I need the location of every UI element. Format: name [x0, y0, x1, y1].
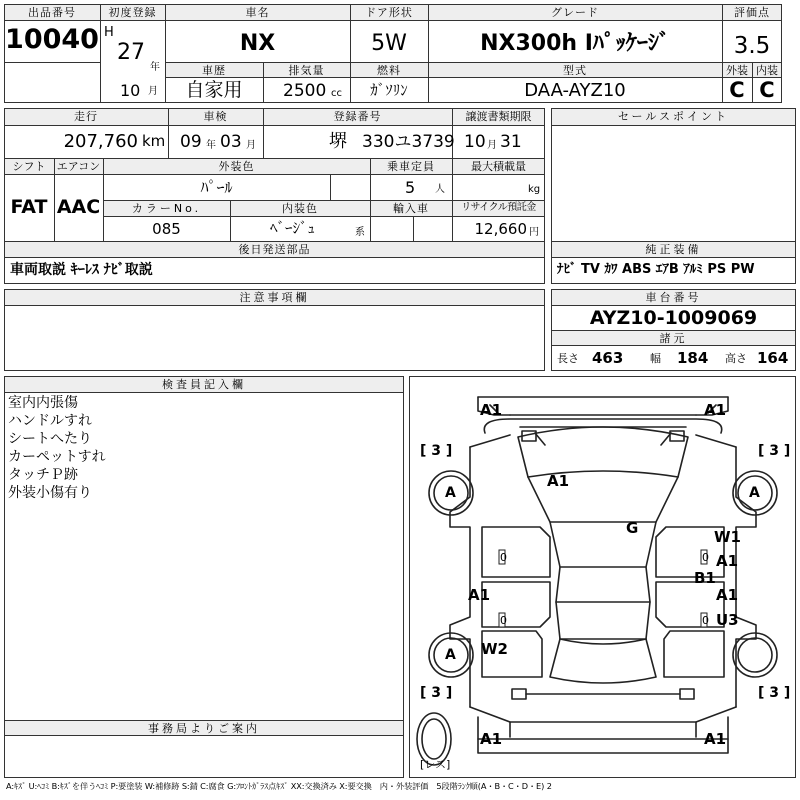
kg-unit: kg [528, 184, 541, 195]
spare-tire-note: [レス] [420, 758, 451, 771]
chassis-no-value: AYZ10-1009069 [589, 307, 758, 329]
interior-color-value: ﾍﾞｰｼﾞｭ [269, 219, 315, 237]
km-unit: km [142, 132, 166, 150]
color-no-value: 085 [152, 220, 181, 238]
month-unit: 月 [148, 86, 158, 97]
plate-label: 登録番号 [333, 110, 382, 123]
damage-left-w2: W2 [481, 640, 508, 658]
transfer-month-unit: 月 [487, 140, 497, 151]
height-value: 164 [757, 349, 789, 367]
yen-unit: 円 [529, 227, 539, 238]
insp-year-unit: 年 [206, 140, 216, 151]
shift-value: FAT [10, 196, 48, 218]
equipment-value: ﾅﾋﾞ TV ｶﾜ ABS ｴｱB ｱﾙﾐ PS PW [557, 262, 755, 277]
damage-code-legend: A:ｷｽﾞ U:ﾍｺﾐ B:ｷｽﾞを伴うﾍｺﾐ P:要塗装 W:補修跡 S:錆 C:腐食 G:ﾌﾛﾝﾄｶﾞﾗｽ点ｷｽﾞ XX:交換済み X:要交換 内・外装評価 5段階ﾗﾝｸ順(A・B・C・D・E) 2 [6, 781, 552, 791]
note-line: カーペットすれ [8, 449, 106, 465]
later-parts-label: 後日発送部品 [238, 243, 311, 256]
car-diagram-svg [410, 377, 797, 779]
door-value: 5W [371, 31, 407, 56]
exterior-label: 外装 [726, 64, 748, 77]
damage-windshield: G [626, 519, 639, 537]
specs-label: 諸元 [659, 332, 688, 345]
interior-label: 内装 [756, 64, 778, 77]
grade-value: NX300h Iﾊﾟｯｹｰｼﾞ [480, 31, 670, 56]
car-name-value: NX [239, 31, 276, 56]
damage-rear-left: A1 [480, 730, 503, 748]
tire-damage-fr: A [749, 485, 760, 501]
displacement-label: 排気量 [288, 64, 325, 77]
fuel-value: ｶﾞｿﾘﾝ [370, 81, 408, 99]
equipment-label: 純正装備 [645, 243, 702, 256]
kei-unit: 系 [355, 227, 365, 238]
note-line: タッチＰ跡 [8, 467, 78, 483]
mark-right-front: 0 [702, 551, 709, 564]
damage-rear-right: A1 [704, 730, 727, 748]
note-line: 室内内張傷 [8, 395, 78, 411]
person-unit: 人 [435, 184, 445, 195]
tire-tread-rr: [ 3 ] [758, 685, 791, 701]
height-label: 高さ [725, 352, 747, 365]
note-line: 外装小傷有り [8, 485, 92, 501]
damage-front-left: A1 [480, 401, 503, 419]
damage-right-u3: U3 [716, 611, 739, 629]
inspector-notes [8, 394, 106, 502]
first-reg-year: 27 [117, 40, 145, 65]
plate-number: 330ユ3739 [362, 132, 455, 152]
damage-right-a1-rear: A1 [716, 586, 739, 604]
fuel-label: 燃料 [377, 64, 401, 77]
mileage-value: 207,760 [63, 131, 138, 152]
damage-right-b1: B1 [694, 569, 716, 587]
recycle-value: 12,660 [474, 220, 527, 238]
interior-color-label: 内装色 [282, 202, 318, 215]
office-label: 事務局よりご案内 [148, 722, 260, 735]
max-load-label: 最大積載量 [471, 160, 526, 173]
exterior-grade: C [729, 78, 745, 102]
cc-unit: cc [331, 88, 342, 99]
door-label: ドア形状 [365, 6, 413, 19]
score-label: 評価点 [734, 6, 770, 19]
lot-number: 10040 [5, 24, 99, 55]
damage-front-right: A1 [704, 401, 727, 419]
import-label: 輸入車 [393, 202, 429, 215]
chassis-no-label: 車台番号 [645, 291, 702, 304]
tire-tread-fl: [ 3 ] [420, 443, 453, 459]
model-label: 型式 [563, 64, 587, 77]
transfer-month: 10 [464, 132, 486, 152]
color-no-label: カラーNo. [131, 202, 202, 215]
transfer-label: 譲渡書類期限 [465, 110, 532, 123]
shift-label: シフト [12, 160, 46, 173]
body-color-value: ﾊﾟｰﾙ [200, 178, 233, 197]
transfer-day: 31 [500, 132, 522, 152]
mileage-label: 走行 [74, 110, 98, 123]
capacity-label: 乗車定員 [387, 160, 435, 173]
damage-right-a1-front: A1 [716, 552, 739, 570]
length-value: 463 [592, 349, 624, 367]
aircon-label: エアコン [56, 160, 101, 173]
inspection-month: 03 [220, 132, 242, 152]
insp-month-unit: 月 [246, 140, 256, 151]
length-label: 長さ [557, 352, 579, 365]
model-value: DAA-AYZ10 [524, 80, 626, 101]
first-reg-label: 初度登録 [108, 6, 157, 19]
history-value: 自家用 [185, 79, 243, 101]
year-unit: 年 [150, 62, 160, 73]
grade-label: グレード [551, 6, 599, 19]
note-line: ハンドルすれ [8, 413, 92, 429]
inspector-label: 検査員記入欄 [162, 378, 246, 391]
era-letter: H [104, 25, 114, 40]
history-label: 車歴 [202, 64, 226, 77]
interior-grade: C [759, 78, 775, 102]
mark-left-front: 0 [500, 551, 507, 564]
inspection-label: 車検 [203, 110, 228, 123]
damage-hood: A1 [547, 472, 570, 490]
tire-tread-rl: [ 3 ] [420, 685, 453, 701]
later-parts-value: 車両取説 ｷｰﾚｽ ﾅﾋﾞ取説 [10, 262, 153, 278]
lot-no-label: 出品番号 [28, 6, 76, 19]
score-value: 3.5 [733, 33, 771, 59]
body-color-label: 外装色 [218, 160, 255, 173]
width-value: 184 [677, 349, 709, 367]
caution-label: 注意事項欄 [239, 291, 310, 304]
tire-damage-rl: A [445, 647, 456, 663]
plate-region: 堺 [329, 131, 347, 152]
tire-damage-fl: A [445, 485, 456, 501]
width-label: 幅 [650, 352, 661, 365]
recycle-label: リサイクル預託金 [461, 202, 536, 213]
mark-left-rear: 0 [500, 614, 507, 627]
damage-right-w1: W1 [714, 528, 741, 546]
mark-right-rear: 0 [702, 614, 709, 627]
first-reg-month: 10 [120, 81, 141, 100]
capacity-value: 5 [405, 178, 416, 197]
displacement-value: 2500 [283, 81, 327, 101]
sales-points-label: セールスポイント [617, 110, 729, 123]
tire-tread-fr: [ 3 ] [758, 443, 791, 459]
damage-diagram [409, 376, 796, 778]
damage-left-a1: A1 [468, 586, 491, 604]
car-name-label: 車名 [245, 6, 270, 19]
note-line: シートへたり [8, 431, 92, 447]
aircon-value: AAC [56, 196, 101, 218]
inspection-year: 09 [180, 132, 202, 152]
